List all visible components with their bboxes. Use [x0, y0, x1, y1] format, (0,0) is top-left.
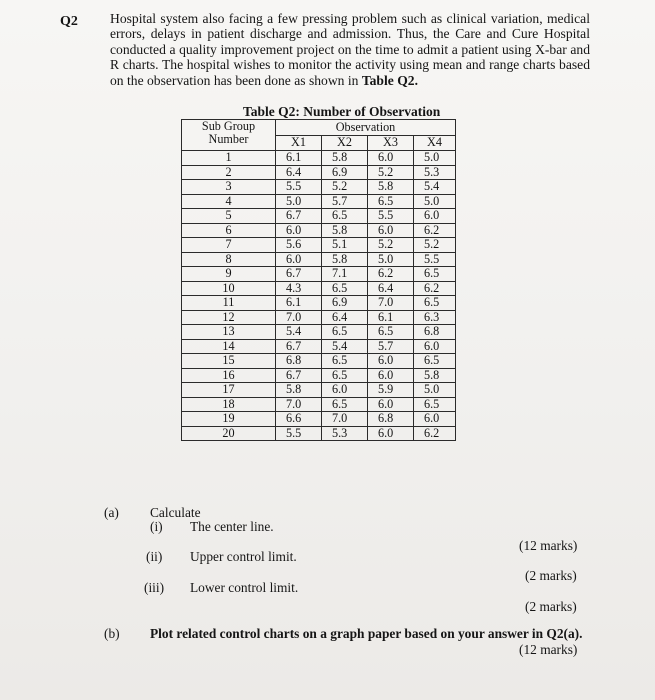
intro-text: Hospital system also facing a few pressing problem such as clinical variation, medical errors, delays in patient discharge and admission. Thus, the Care and Cure Hospital conducted a quality improvement project on the time to admit a patient using X-bar and R charts. The hospital wishes to monitor the activity using mean and range charts based on the observation has been done as shown in [110, 11, 590, 88]
observation-x4: 5.3 [414, 165, 456, 180]
subgroup-number: 16 [182, 368, 276, 383]
subgroup-number: 18 [182, 397, 276, 412]
observation-x4: 6.0 [414, 339, 456, 354]
part-a-item-2-text: Upper control limit. [190, 549, 297, 564]
observation-x1: 6.7 [276, 267, 322, 282]
observation-x2: 6.9 [322, 296, 368, 311]
part-a-item-2-marks: (2 marks) [525, 568, 577, 583]
part-b-text [150, 626, 583, 642]
observation-x1: 5.0 [276, 194, 322, 209]
part-a-item-2-num: (ii) [146, 549, 163, 564]
part-b-label: (b) [104, 626, 120, 641]
observation-x2: 7.1 [322, 267, 368, 282]
subgroup-number: 19 [182, 412, 276, 427]
observation-x4: 6.2 [414, 426, 456, 441]
observation-x4: 6.0 [414, 412, 456, 427]
observation-x1: 6.7 [276, 209, 322, 224]
observation-x3: 5.2 [368, 238, 414, 253]
observation-x1: 7.0 [276, 310, 322, 325]
subgroup-number: 7 [182, 238, 276, 253]
observation-x1: 5.8 [276, 383, 322, 398]
observation-x4: 5.4 [414, 180, 456, 195]
observation-x1: 4.3 [276, 281, 322, 296]
part-a-item-3-marks: (2 marks) [525, 599, 577, 614]
observation-x4: 5.5 [414, 252, 456, 267]
observation-x2: 5.8 [322, 151, 368, 166]
observation-x1: 6.1 [276, 296, 322, 311]
observation-x1: 5.5 [276, 180, 322, 195]
observation-x4: 5.0 [414, 194, 456, 209]
observation-x4: 6.2 [414, 281, 456, 296]
observation-x3: 5.9 [368, 383, 414, 398]
subgroup-number: 4 [182, 194, 276, 209]
part-a-item-1-marks: (12 marks) [519, 538, 578, 553]
subgroup-header-line2: Number [208, 132, 249, 146]
observation-x2: 6.0 [322, 383, 368, 398]
subgroup-number: 1 [182, 151, 276, 166]
observation-x1: 6.8 [276, 354, 322, 369]
observation-x1: 5.4 [276, 325, 322, 340]
subgroup-number: 11 [182, 296, 276, 311]
subgroup-number: 8 [182, 252, 276, 267]
observation-x1: 7.0 [276, 397, 322, 412]
part-a-label: (a) [104, 505, 119, 520]
observation-x3: 6.2 [368, 267, 414, 282]
observation-x2: 6.9 [322, 165, 368, 180]
observation-x2: 7.0 [322, 412, 368, 427]
observation-x2: 6.5 [322, 397, 368, 412]
subgroup-number: 10 [182, 281, 276, 296]
observation-x1: 6.0 [276, 252, 322, 267]
observation-x2: 5.8 [322, 223, 368, 238]
observation-x1: 5.5 [276, 426, 322, 441]
subgroup-number: 5 [182, 209, 276, 224]
intro-table-ref: Table Q2. [361, 72, 418, 88]
subgroup-number: 9 [182, 267, 276, 282]
column-header-x4: X4 [414, 135, 456, 151]
observation-x1: 6.7 [276, 368, 322, 383]
observation-x1: 6.7 [276, 339, 322, 354]
observation-header: Observation [276, 120, 456, 136]
column-header-x3: X3 [368, 135, 414, 151]
observation-x4: 6.2 [414, 223, 456, 238]
observation-x3: 6.0 [368, 223, 414, 238]
observation-x2: 6.5 [322, 209, 368, 224]
observation-x3: 6.0 [368, 426, 414, 441]
subgroup-number: 15 [182, 354, 276, 369]
column-header-x2: X2 [322, 135, 368, 151]
observation-x4: 6.0 [414, 209, 456, 224]
part-a-item-3-num: (iii) [144, 580, 165, 595]
observation-x3: 6.5 [368, 325, 414, 340]
observation-x3: 5.7 [368, 339, 414, 354]
observation-x4: 6.5 [414, 267, 456, 282]
subgroup-number: 14 [182, 339, 276, 354]
part-b-text-ref: Q2(a). [546, 626, 583, 641]
observation-x4: 5.8 [414, 368, 456, 383]
observation-x4: 6.3 [414, 310, 456, 325]
observation-x2: 5.8 [322, 252, 368, 267]
observation-x2: 6.5 [322, 368, 368, 383]
part-b-text-prefix: Plot related control charts on a graph paper based on your answer in [150, 626, 547, 641]
observation-x4: 5.0 [414, 151, 456, 166]
observation-x3: 5.2 [368, 165, 414, 180]
part-a-item-1-num: (i) [150, 519, 163, 534]
observation-x1: 5.6 [276, 238, 322, 253]
observation-x2: 5.2 [322, 180, 368, 195]
subgroup-number: 17 [182, 383, 276, 398]
observation-x1: 6.0 [276, 223, 322, 238]
subgroup-number: 6 [182, 223, 276, 238]
observation-x3: 7.0 [368, 296, 414, 311]
subgroup-number: 3 [182, 180, 276, 195]
observation-x3: 6.8 [368, 412, 414, 427]
observation-x4: 5.0 [414, 383, 456, 398]
observation-x1: 6.1 [276, 151, 322, 166]
part-a-item-3-text: Lower control limit. [190, 580, 299, 595]
observation-x4: 5.2 [414, 238, 456, 253]
observation-x2: 6.5 [322, 354, 368, 369]
column-header-x1: X1 [276, 135, 322, 151]
observation-x3: 5.8 [368, 180, 414, 195]
observation-x4: 6.5 [414, 296, 456, 311]
observation-x3: 6.4 [368, 281, 414, 296]
observation-x4: 6.5 [414, 354, 456, 369]
observation-x1: 6.4 [276, 165, 322, 180]
observation-x2: 5.1 [322, 238, 368, 253]
table-title: Table Q2: Number of Observation [243, 104, 441, 119]
observation-x2: 5.4 [322, 339, 368, 354]
observation-x2: 5.7 [322, 194, 368, 209]
part-a-item-1-text: The center line. [190, 519, 274, 534]
observation-x3: 6.0 [368, 354, 414, 369]
observation-x4: 6.8 [414, 325, 456, 340]
observation-x2: 6.5 [322, 281, 368, 296]
subgroup-number: 12 [182, 310, 276, 325]
observation-x3: 6.5 [368, 194, 414, 209]
observation-x3: 5.0 [368, 252, 414, 267]
subgroup-number: 13 [182, 325, 276, 340]
subgroup-header-line1: Sub Group [201, 119, 256, 133]
observation-x1: 6.6 [276, 412, 322, 427]
observation-x2: 6.5 [322, 325, 368, 340]
observation-x2: 6.4 [322, 310, 368, 325]
observation-x3: 6.1 [368, 310, 414, 325]
observation-x3: 6.0 [368, 368, 414, 383]
question-number: Q2 [60, 14, 78, 29]
observation-x3: 6.0 [368, 151, 414, 166]
part-a-heading: Calculate [150, 505, 201, 520]
observation-x3: 6.0 [368, 397, 414, 412]
observation-x4: 6.5 [414, 397, 456, 412]
observation-x2: 5.3 [322, 426, 368, 441]
subgroup-number: 2 [182, 165, 276, 180]
observation-x3: 5.5 [368, 209, 414, 224]
subgroup-number: 20 [182, 426, 276, 441]
part-b-marks: (12 marks) [519, 642, 578, 657]
